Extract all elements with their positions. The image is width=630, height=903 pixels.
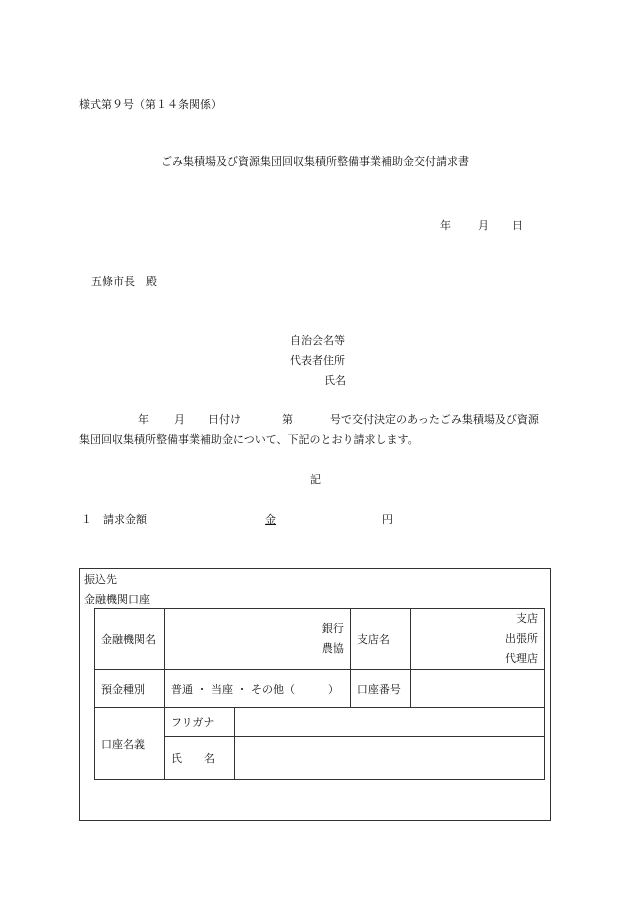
deposit-row bbox=[95, 670, 545, 708]
request-item-label: １ 請求金額 bbox=[81, 513, 147, 526]
furigana-row bbox=[95, 708, 545, 737]
body-number: 第 bbox=[282, 413, 293, 426]
deposit-type-options[interactable]: 普通 ・ 当座 ・ その他（ ） bbox=[164, 670, 350, 708]
date-month: 月 bbox=[478, 219, 489, 232]
branch-type-agency: 代理店 bbox=[505, 652, 538, 665]
furigana-label: フリガナ bbox=[164, 708, 234, 737]
institution-type-coop: 農協 bbox=[321, 642, 344, 655]
deposit-type-header: 預金種別 bbox=[95, 670, 165, 708]
form-number: 様式第９号（第１４条関係） bbox=[79, 98, 222, 111]
branch-header: 支店名 bbox=[350, 609, 410, 670]
body-year: 年 bbox=[138, 413, 149, 426]
date-year: 年 bbox=[440, 219, 451, 232]
bank-table bbox=[94, 608, 545, 780]
amount-prefix: 金 bbox=[265, 513, 276, 526]
amount-unit: 円 bbox=[382, 513, 393, 526]
institution-header: 金融機関名 bbox=[95, 609, 165, 670]
account-label: 金融機関口座 bbox=[84, 593, 150, 606]
furigana-value[interactable] bbox=[234, 708, 544, 737]
date-day: 日 bbox=[512, 219, 523, 232]
document-title: ごみ集積場及び資源集団回収集積所整備事業補助金交付請求書 bbox=[161, 155, 469, 168]
institution-type-bank: 銀行 bbox=[321, 622, 344, 635]
branch-type-office: 出張所 bbox=[505, 632, 538, 645]
body-day: 日付け bbox=[208, 413, 241, 426]
account-name-header: 口座名義 bbox=[95, 708, 165, 780]
addressee: 五條市長 殿 bbox=[91, 275, 157, 288]
account-number-header: 口座番号 bbox=[350, 670, 410, 708]
body-month: 月 bbox=[174, 413, 185, 426]
ki-heading: 記 bbox=[310, 473, 321, 486]
holder-name-label: 氏 名 bbox=[164, 737, 234, 780]
transfer-label: 振込先 bbox=[84, 573, 117, 586]
holder-name-value[interactable] bbox=[234, 737, 544, 780]
applicant-name-label: 氏名 bbox=[324, 374, 346, 387]
body-rest: 号で交付決定のあったごみ集積場及び資源 bbox=[330, 413, 539, 426]
applicant-org-label: 自治会名等 bbox=[290, 334, 345, 347]
body-line-2: 集団回収集積所整備事業補助金について、下記のとおり請求します。 bbox=[79, 433, 419, 446]
request-amount bbox=[265, 514, 393, 525]
institution-row bbox=[95, 609, 545, 670]
institution-value[interactable] bbox=[164, 609, 350, 670]
branch-type-branch: 支店 bbox=[516, 612, 538, 625]
applicant-address-label: 代表者住所 bbox=[290, 354, 345, 367]
account-number-value[interactable] bbox=[410, 670, 544, 708]
branch-value[interactable] bbox=[410, 609, 544, 670]
